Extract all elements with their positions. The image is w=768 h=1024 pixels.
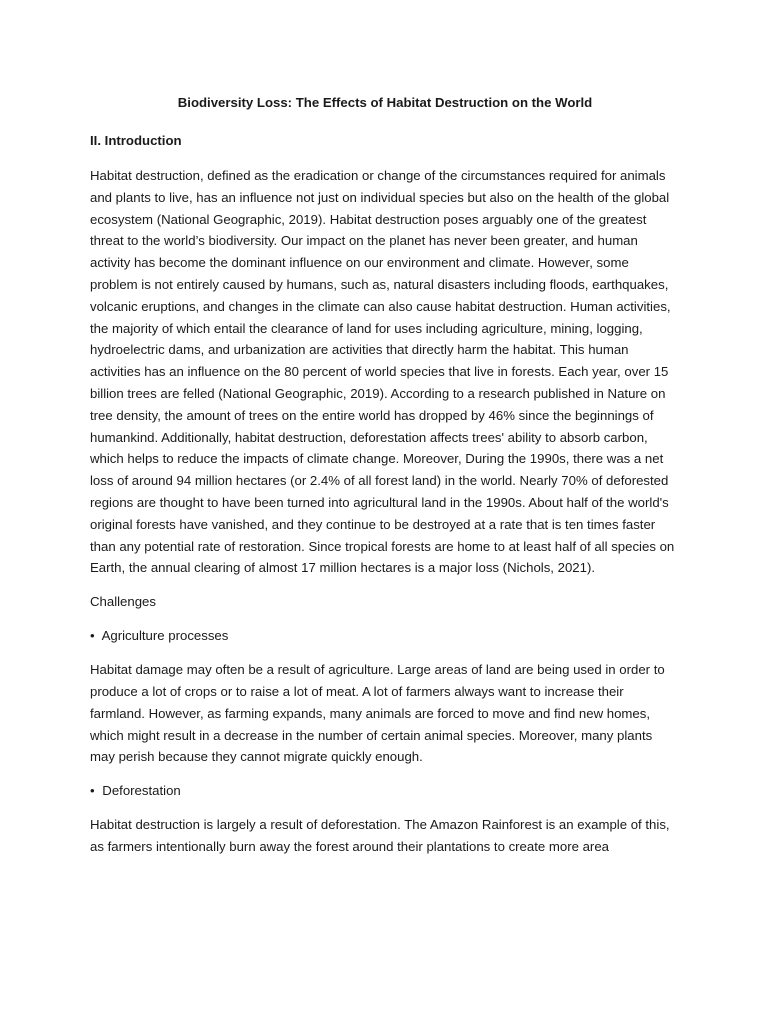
deforestation-heading: Deforestation [102, 783, 181, 799]
agriculture-heading: Agriculture processes [101, 628, 229, 644]
bullet-icon: • [90, 628, 95, 644]
section-heading-introduction: II. Introduction [90, 133, 182, 148]
agriculture-paragraph: Habitat damage may often be a result of agriculture. Large areas of land are being used in order to produce a lot of crops or to raise a lot of meat. A lot of farmers always want to increase their farmland. However, as farming expands, many animals are forced to move and find new homes, which might result in a decrease in the number of certain animal species. Moreover, many plants may perish because they cannot migrate quickly enough. [90, 662, 665, 765]
challenges-heading: Challenges [90, 594, 156, 610]
bullet-deforestation [90, 780, 680, 801]
document-page [90, 92, 680, 870]
bullet-agriculture-processes [90, 625, 680, 646]
bullet-icon: • [90, 783, 95, 799]
deforestation-paragraph: Habitat destruction is largely a result of deforestation. The Amazon Rainforest is an example of this, as farmers intentionally burn away the forest around their plantations to create more area [90, 817, 670, 854]
document-title: Biodiversity Loss: The Effects of Habitat Destruction on the World [177, 95, 593, 110]
intro-paragraph: Habitat destruction, defined as the eradication or change of the circumstances required for animals and plants to live, has an influence not just on individual species but also on the health of the global ecosystem (National Geographic, 2019). Habitat destruction poses arguably one of the greatest threat to the world’s biodiversity. Our impact on the planet has never been greater, and human activity has become the dominant influence on our environment and climate. However, some problem is not entirely caused by humans, such as, natural disasters including floods, earthquakes, volcanic eruptions, and changes in the climate can also cause habitat destruction. Human activities, the majority of which entail the clearance of land for uses including agriculture, mining, logging, hydroelectric dams, and urbanization are activities that directly harm the habitat. This human activities has an influence on the 80 percent of world species that live in forests. Each year, over 15 billion trees are felled (National Geographic, 2019). According to a research published in Nature on tree density, the amount of trees on the entire world has dropped by 46% since the beginnings of humankind. Additionally, habitat destruction, deforestation affects trees' ability to absorb carbon, which helps to reduce the impacts of climate change. Moreover, During the 1990s, there was a net loss of around 94 million hectares (or 2.4% of all forest land) in the world. Nearly 70% of deforested regions are thought to have been turned into agricultural land in the 1990s. About half of the world's original forests have vanished, and they continue to be destroyed at a rate that is ten times faster than any potential rate of restoration. Since tropical forests are home to at least half of all species on Earth, the annual clearing of almost 17 million hectares is a major loss (Nichols, 2021). [90, 168, 675, 576]
